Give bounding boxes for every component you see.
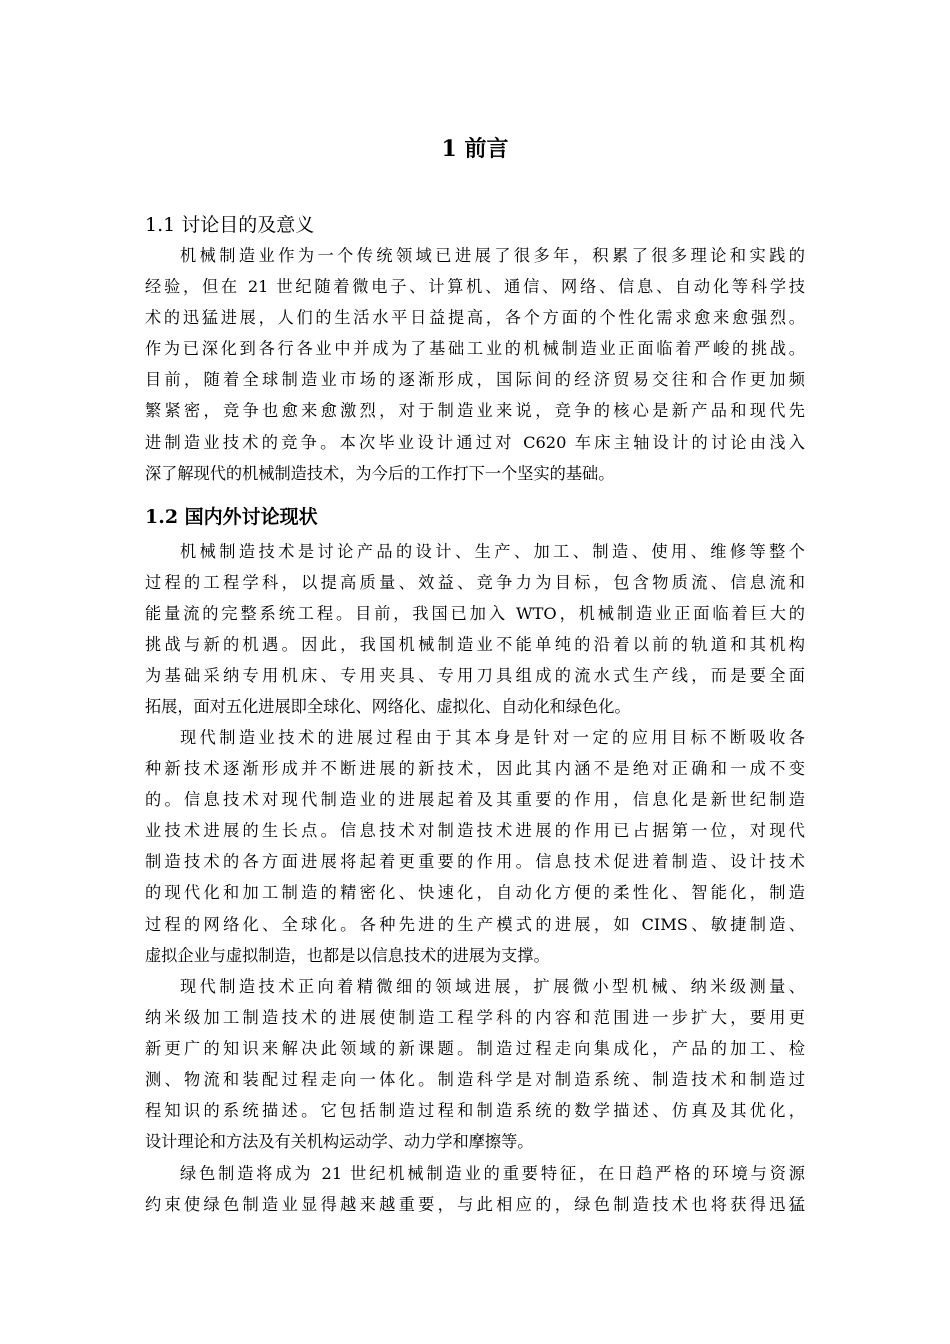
text-line: 约束使绿色制造业显得越来越重要，与此相应的，绿色制造技术也将获得迅猛 bbox=[145, 1195, 805, 1215]
text-line: 虚拟企业与虚拟制造，也都是以信息技术的进展为支撑。 bbox=[145, 945, 550, 965]
text-line: 测、物流和装配过程走向一体化。制造科学是对制造系统、制造技术和制造过 bbox=[145, 1070, 805, 1090]
text-line: 术的迅猛进展，人们的生活水平日益提高，各个方面的个性化需求愈来愈强烈。 bbox=[145, 308, 805, 328]
text-line: 种新技术逐渐形成并不断进展的新技术，因此其内涵不是绝对正确和一成不变 bbox=[145, 759, 805, 779]
text-line: 过程的工程学科，以提高质量、效益、竞争力为目标，包含物质流、信息流和 bbox=[145, 573, 805, 593]
text-line: 的。信息技术对现代制造业的进展起着及其重要的作用，信息化是新世纪制造 bbox=[145, 790, 805, 810]
text-line: 进制造业技术的竞争。本次毕业设计通过对 C620 车床主轴设计的讨论由浅入 bbox=[145, 432, 805, 452]
paragraph bbox=[145, 1158, 805, 1220]
text-line: 为基础采纳专用机床、专用夹具、专用刀具组成的流水式生产线，而是要全面 bbox=[145, 666, 805, 686]
paragraph bbox=[145, 536, 805, 723]
section-title: 1.2 国内外讨论现状 bbox=[145, 506, 318, 528]
text-line: 绿色制造将成为 21 世纪机械制造业的重要特征，在日趋严格的环境与资源 bbox=[180, 1164, 805, 1183]
section-title: 1.1 讨论目的及意义 bbox=[145, 214, 315, 236]
text-line: 的现代化和加工制造的精密化、快速化，自动化方便的柔性化、智能化，制造 bbox=[145, 883, 805, 903]
text-line: 经验，但在 21 世纪随着微电子、计算机、通信、网络、信息、自动化等科学技 bbox=[145, 277, 805, 297]
text-line: 业技术进展的生长点。信息技术对制造技术进展的作用已占据第一位，对现代 bbox=[145, 821, 805, 841]
text-line: 拓展，面对五化进展即全球化、网络化、虚拟化、自动化和绿色化。 bbox=[145, 697, 631, 717]
paragraph bbox=[145, 722, 805, 971]
text-line: 作为已深化到各行各业中并成为了基础工业的机械制造业正面临着严峻的挑战。 bbox=[145, 339, 805, 359]
text-line: 深了解现代的机械制造技术，为今后的工作打下一个坚实的基础。 bbox=[145, 463, 615, 483]
chapter-title: 1 前言 bbox=[441, 136, 509, 162]
text-line: 制造技术的各方面进展将起着更重要的作用。信息技术促进着制造、设计技术 bbox=[145, 852, 805, 872]
text-line: 纳米级加工制造技术的进展使制造工程学科的内容和范围进一步扩大，要用更 bbox=[145, 1008, 805, 1028]
text-line: 繁紧密，竞争也愈来愈激烈，对于制造业来说，竞争的核心是新产品和现代先 bbox=[145, 401, 805, 421]
text-line: 机械制造业作为一个传统领域已进展了很多年，积累了很多理论和实践的 bbox=[180, 246, 805, 265]
text-line: 现代制造业技术的进展过程由于其本身是针对一定的应用目标不断吸收各 bbox=[180, 728, 805, 747]
text-line: 程知识的系统描述。它包括制造过程和制造系统的数学描述、仿真及其优化， bbox=[145, 1101, 805, 1121]
paragraph bbox=[145, 240, 805, 489]
text-line: 能量流的完整系统工程。目前，我国已加入 WTO，机械制造业正面临着巨大的 bbox=[145, 604, 805, 624]
text-line: 设计理论和方法及有关机构运动学、动力学和摩擦等。 bbox=[145, 1132, 534, 1152]
text-line: 机械制造技术是讨论产品的设计、生产、加工、制造、使用、维修等整个 bbox=[180, 542, 805, 561]
text-line: 目前，随着全球制造业市场的逐渐形成，国际间的经济贸易交往和合作更加频 bbox=[145, 370, 805, 390]
text-line: 过程的网络化、全球化。各种先进的生产模式的进展，如 CIMS、敏捷制造、 bbox=[145, 914, 805, 934]
text-line: 挑战与新的机遇。因此，我国机械制造业不能单纯的沿着以前的轨道和其机构 bbox=[145, 635, 805, 655]
text-line: 新更广的知识来解决此领域的新课题。制造过程走向集成化，产品的加工、检 bbox=[145, 1039, 805, 1059]
text-line: 现代制造技术正向着精微细的领域进展，扩展微小型机械、纳米级测量、 bbox=[180, 977, 805, 996]
paragraph bbox=[145, 971, 805, 1158]
